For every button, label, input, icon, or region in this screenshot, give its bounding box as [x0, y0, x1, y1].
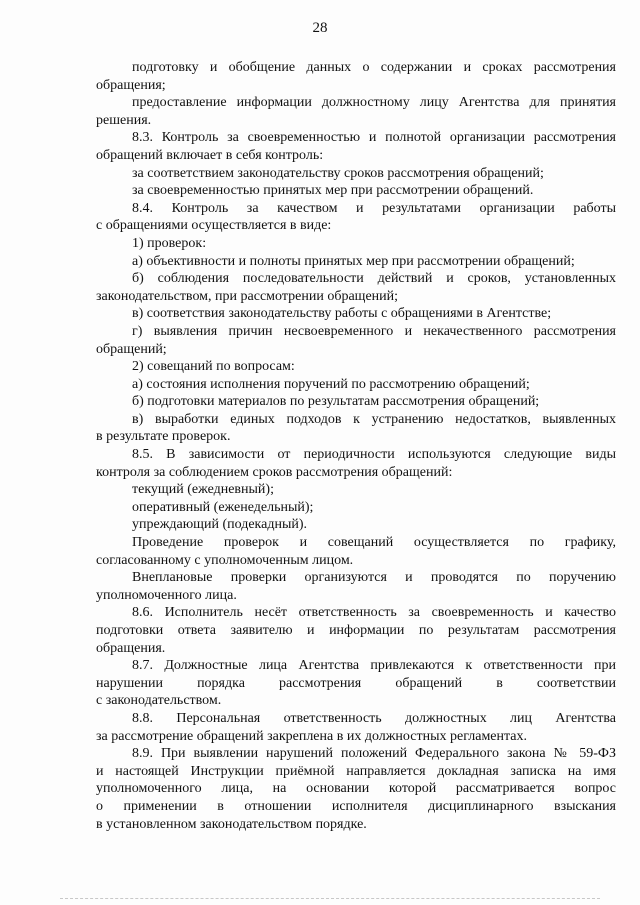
- text-line: оперативный (еженедельный);: [132, 499, 314, 515]
- text-line: 8.3. Контроль за своевременностью и полнотой организации рассмотрения: [132, 130, 616, 146]
- text-line: за соответствием законодательству сроков рассмотрения обращений;: [132, 165, 544, 181]
- text-line: 1) проверок:: [132, 235, 207, 251]
- text-line: подготовку и обобщение данных о содержании и сроках рассмотрения: [132, 60, 616, 75]
- text-line: подготовки ответа заявителю и информации по результатам рассмотрения: [96, 623, 616, 638]
- text-line: обращений включает в себя контроль:: [96, 147, 324, 163]
- document-body: [96, 59, 616, 833]
- text-line: б) подготовки материалов по результатам рассмотрения обращений;: [132, 394, 540, 410]
- text-line: 8.4. Контроль за качеством и результатами организации работы: [132, 200, 616, 216]
- text-line: в результате проверок.: [96, 429, 231, 445]
- text-line: и настоящей Инструкции приёмной направляется докладная записка на имя: [96, 763, 616, 779]
- text-line: обращения;: [96, 77, 166, 93]
- text-line: согласованному с уполномоченным лицом.: [96, 552, 354, 568]
- page-number: 28: [312, 20, 328, 36]
- text-line: в установленном законодательством порядке.: [96, 816, 367, 832]
- text-line: в) выработки единых подходов к устранению недостатков, выявленных: [132, 411, 616, 427]
- text-line: Проведение проверок и совещаний осуществляется по графику,: [132, 535, 616, 551]
- text-line: 8.8. Персональная ответственность должностных лиц Агентства: [132, 710, 616, 726]
- text-line: за своевременностью принятых мер при рассмотрении обращений.: [132, 183, 534, 199]
- text-line: 8.5. В зависимости от периодичности используются следующие виды: [132, 447, 616, 463]
- text-line: б) соблюдения последовательности действий и сроков, установленных: [132, 271, 616, 287]
- text-line: г) выявления причин несвоевременного и некачественного рассмотрения: [132, 323, 616, 339]
- text-line: 8.6. Исполнитель несёт ответственность за своевременность и качество: [132, 605, 616, 621]
- text-line: с законодательством.: [96, 693, 222, 709]
- text-line: уполномоченного лица.: [96, 587, 237, 603]
- text-line: за рассмотрение обращений закреплена в их должностных регламентах.: [96, 728, 528, 744]
- text-line: а) объективности и полноты принятых мер при рассмотрении обращений;: [132, 253, 575, 269]
- text-line: нарушении порядка рассмотрения обращений в соответствии: [96, 675, 616, 691]
- text-line: о применении в отношении исполнителя дисциплинарного взыскания: [96, 798, 616, 814]
- text-line: обращения.: [96, 640, 166, 656]
- text-line: а) состояния исполнения поручений по рассмотрению обращений;: [132, 376, 530, 392]
- text-line: обращений;: [96, 341, 167, 357]
- text-line: Внеплановые проверки организуются и проводятся по поручению: [132, 570, 616, 586]
- text-line: в) соответствия законодательству работы с обращениями в Агентстве;: [132, 306, 552, 322]
- text-line: 8.7. Должностные лица Агентства привлекаются к ответственности при: [132, 658, 616, 674]
- text-line: контроля за соблюдением сроков рассмотрения обращений:: [96, 464, 453, 480]
- text-line: 8.9. При выявлении нарушений положений Федерального закона № 59-ФЗ: [132, 746, 616, 762]
- text-line: уполномоченного лица, на основании которой рассматривается вопрос: [96, 781, 616, 797]
- text-line: предоставление информации должностному лицу Агентства для принятия: [132, 95, 616, 111]
- text-line: 2) совещаний по вопросам:: [132, 359, 295, 375]
- scan-edge-divider: [60, 898, 600, 900]
- text-line: с обращениями осуществляется в виде:: [96, 218, 332, 234]
- text-line: решения.: [96, 112, 152, 128]
- text-line: упреждающий (подекадный).: [132, 517, 308, 533]
- text-line: текущий (ежедневный);: [132, 482, 274, 498]
- text-line: законодательством, при рассмотрении обращений;: [96, 288, 399, 304]
